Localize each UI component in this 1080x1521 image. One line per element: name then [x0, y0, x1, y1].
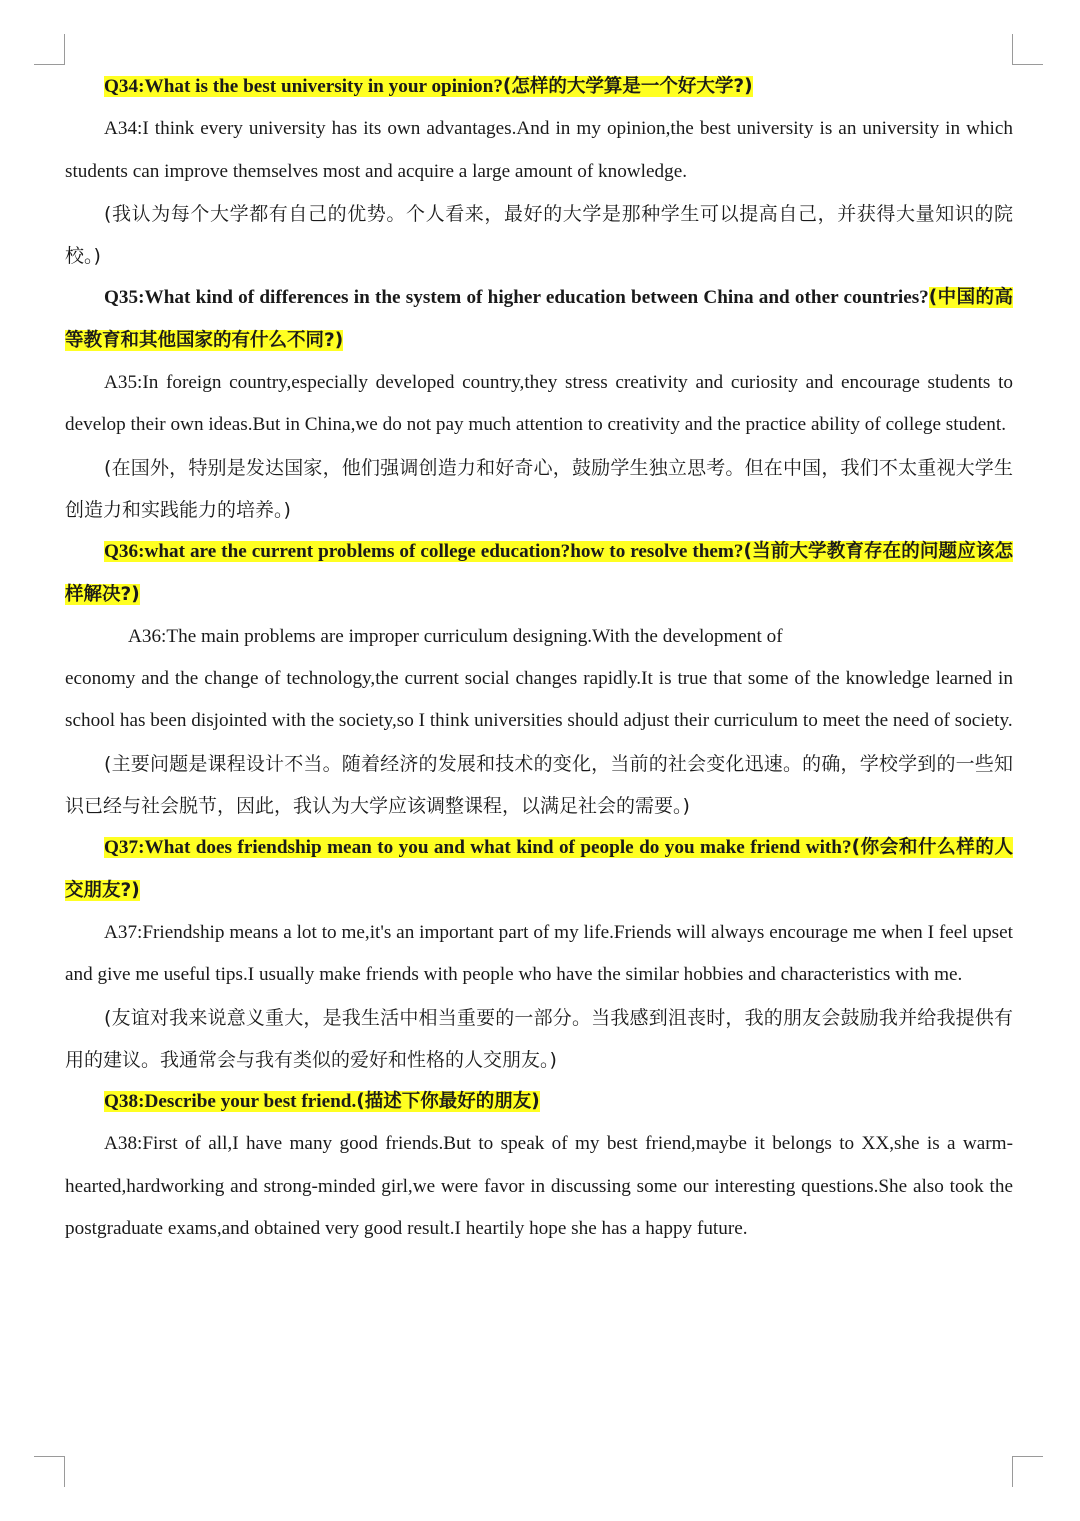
answer-36-body: economy and the change of technology,the current social changes rapidly.It is true that some of the knowledge learned in school has been disjointed with the society,so I think universities should adjust their curriculum to meet the need of society.	[65, 668, 1013, 732]
crop-mark-top-left	[34, 34, 65, 65]
crop-mark-bottom-left	[34, 1456, 65, 1487]
question-highlight	[65, 837, 1013, 900]
translation-36: (主要问题是课程设计不当。随着经济的发展和技术的变化，当前的社会变化迅速。的确，学校学到的一些知识已经与社会脱节，因此，我认为大学应该调整课程，以满足社会的需要。)	[65, 752, 1013, 818]
translation-37: (友谊对我来说意义重大，是我生活中相当重要的一部分。当我感到沮丧时，我的朋友会鼓励我并给我提供有用的建议。我通常会与我有类似的爱好和性格的人交朋友。)	[65, 1006, 1013, 1071]
question-36	[65, 531, 1013, 616]
question-cn: (描述下你最好的朋友)	[356, 1091, 540, 1113]
question-34	[65, 66, 1013, 108]
question-35	[65, 277, 1013, 362]
question-cn: (你会和什么样的人交朋友?)	[65, 837, 1013, 901]
question-en: Q37:What does friendship mean to you and what kind of people do you make friend with?	[104, 837, 852, 859]
question-en: Q38:Describe your best friend.	[104, 1091, 357, 1113]
question-cn: (当前大学教育存在的问题应该怎样解决?)	[65, 541, 1013, 605]
question-en: Q36:what are the current problems of college education?how to resolve them?	[104, 541, 744, 563]
question-highlight	[65, 541, 1013, 604]
document-page	[65, 66, 1013, 1250]
question-cn: (中国的高等教育和其他国家的有什么不同?)	[65, 287, 1013, 351]
answer-35: A35:In foreign country,especially developed country,they stress creativity and curiosity and encourage students to develop their own ideas.But in China,we do not pay much attention to creativity and the practice ability of college student.	[65, 372, 1013, 436]
answer-36-first-line: A36:The main problems are improper curriculum designing.With the development of	[128, 625, 783, 647]
answer-38: A38:First of all,I have many good friends.But to speak of my best friend,maybe it belongs to XX,she is a warm-hearted,hardworking and strong-minded girl,we were favor in discussing some our interesting questions.She also took the postgraduate exams,and obtained very good result.I heartily hope she has a happy future.	[65, 1133, 1013, 1240]
question-en: Q35:What kind of differences in the system of higher education between China and other countries?	[104, 287, 929, 309]
question-37	[65, 827, 1013, 912]
translation-34: (我认为每个大学都有自己的优势。个人看来，最好的大学是那种学生可以提高自己，并获得大量知识的院校。)	[65, 202, 1013, 268]
question-38	[65, 1081, 1013, 1123]
question-cn: (怎样的大学算是一个好大学?)	[502, 76, 753, 97]
answer-34: A34:I think every university has its own advantages.And in my opinion,the best university is an university in which students can improve themselves most and acquire a large amount of knowledge.	[65, 118, 1013, 182]
question-highlight	[104, 1091, 540, 1112]
answer-37: A37:Friendship means a lot to me,it's an important part of my life.Friends will always encourage me when I feel upset and give me useful tips.I usually make friends with people who have the similar hobbies and characteristics with me.	[65, 921, 1013, 986]
translation-35: (在国外，特别是发达国家，他们强调创造力和好奇心，鼓励学生独立思考。但在中国，我们不太重视大学生创造力和实践能力的培养。)	[65, 456, 1013, 521]
question-highlight	[104, 76, 753, 97]
crop-mark-bottom-right	[1012, 1456, 1043, 1487]
question-en: Q34:What is the best university in your opinion?	[104, 76, 503, 97]
crop-mark-top-right	[1012, 34, 1043, 65]
